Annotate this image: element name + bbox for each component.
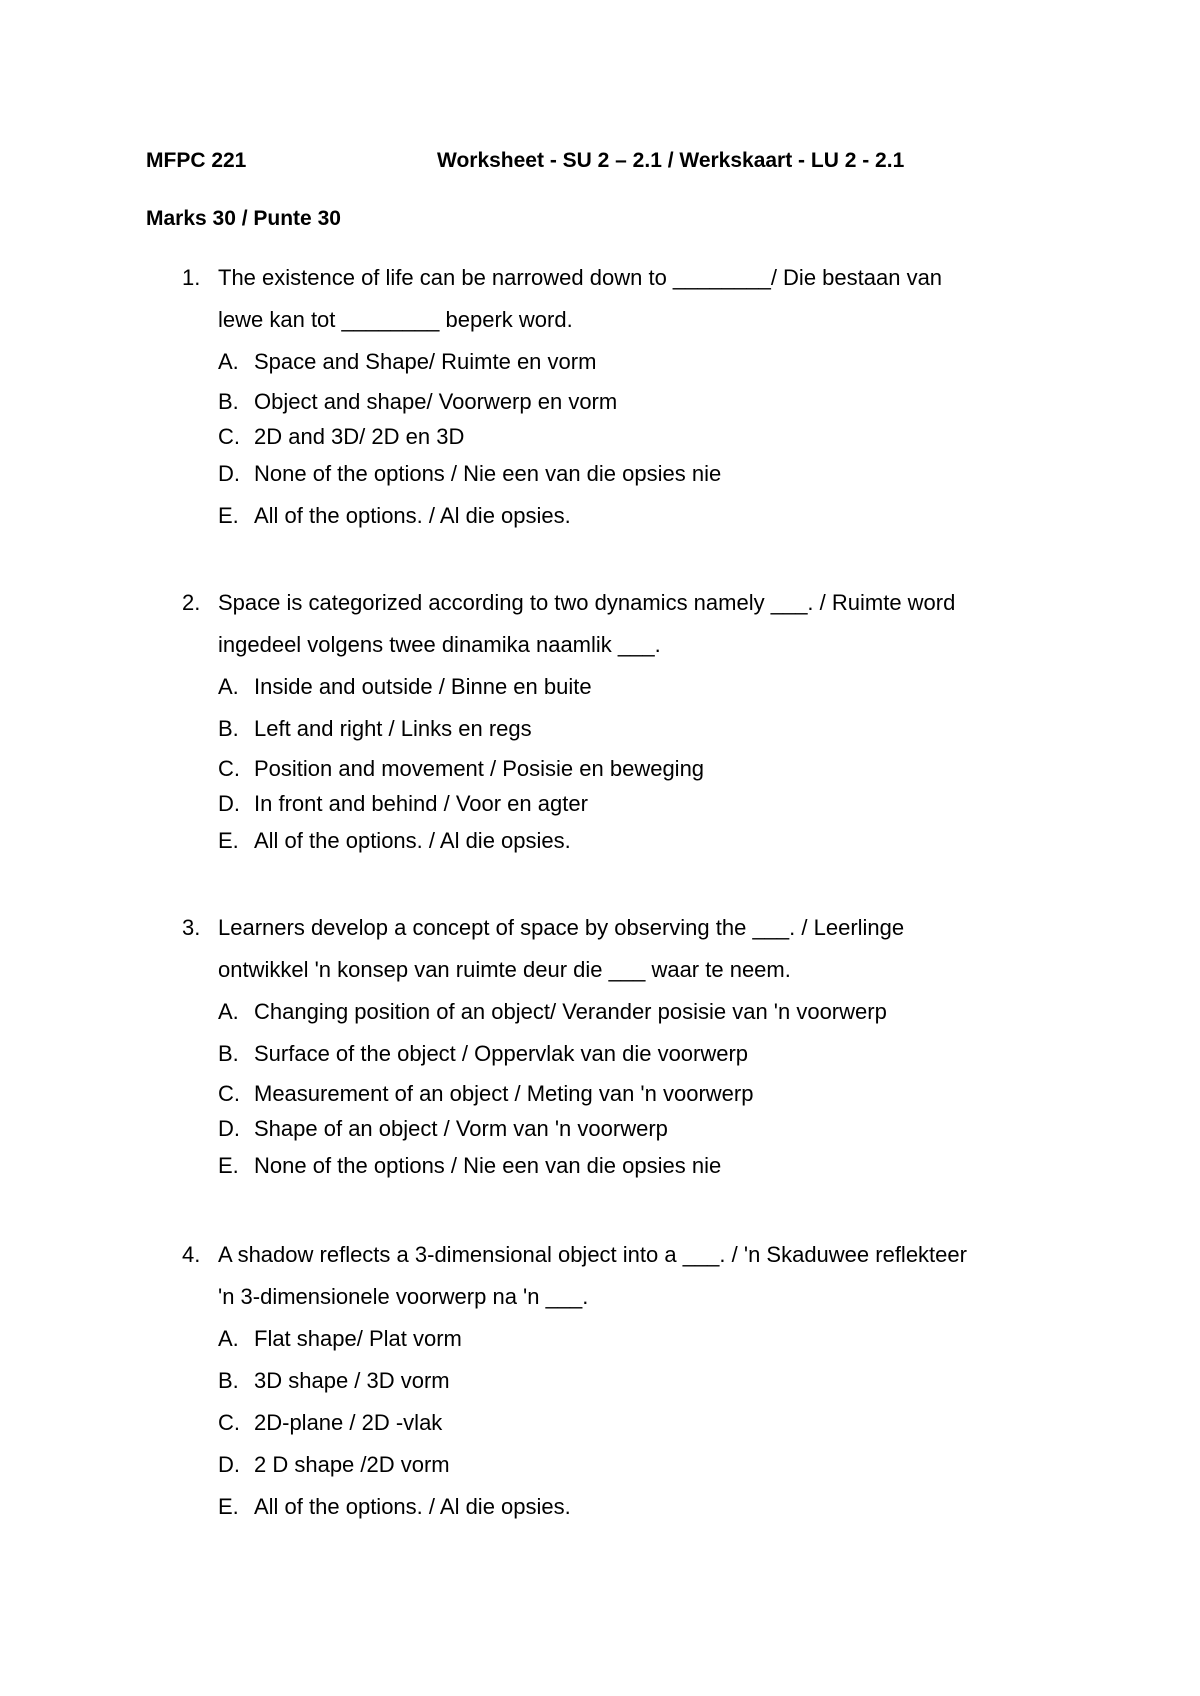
question-text-line-1: Learners develop a concept of space by observing the ___. / Leerlinge: [218, 915, 905, 940]
option-text: All of the options. / Al die opsies.: [254, 828, 571, 853]
option-text: 2D-plane / 2D -vlak: [254, 1410, 443, 1435]
option-text: Flat shape/ Plat vorm: [254, 1326, 462, 1351]
question-text-line-1: Space is categorized according to two dynamics namely ___. / Ruimte word: [218, 590, 956, 615]
option-e: [146, 495, 1086, 537]
option-b: [146, 708, 1086, 750]
option-e: [146, 1145, 1086, 1187]
option-text: All of the options. / Al die opsies.: [254, 1494, 571, 1519]
option-letter: A.: [218, 349, 239, 374]
option-c: [146, 750, 1086, 788]
question-number: 2.: [182, 590, 201, 615]
option-c: [146, 421, 1086, 453]
option-text: Changing position of an object/ Verander posisie van 'n voorwerp: [254, 999, 887, 1024]
option-letter: D.: [218, 461, 240, 486]
option-letter: D.: [218, 791, 240, 816]
option-letter: E.: [218, 1494, 239, 1519]
question-3: [146, 907, 1086, 1187]
question-stem: [146, 1234, 1086, 1318]
option-letter: C.: [218, 1081, 240, 1106]
option-e: [146, 820, 1086, 862]
option-c: [146, 1402, 1086, 1444]
option-text: 3D shape / 3D vorm: [254, 1368, 450, 1393]
marks-total: Marks 30 / Punte 30: [146, 207, 341, 230]
option-a: [146, 1318, 1086, 1360]
option-letter: C.: [218, 424, 240, 449]
question-text-line-2: 'n 3-dimensionele voorwerp na 'n ___.: [218, 1284, 589, 1309]
option-letter: B.: [218, 1368, 239, 1393]
option-text: Position and movement / Posisie en beweging: [254, 756, 705, 781]
option-text: 2 D shape /2D vorm: [254, 1452, 450, 1477]
option-d: [146, 453, 1086, 495]
option-c: [146, 1075, 1086, 1113]
question-number: 1.: [182, 265, 201, 290]
option-a: [146, 991, 1086, 1033]
option-letter: A.: [218, 1326, 239, 1351]
option-d: [146, 1444, 1086, 1486]
option-letter: E.: [218, 1153, 239, 1178]
option-text: Shape of an object / Vorm van 'n voorwerp: [254, 1116, 668, 1141]
option-letter: D.: [218, 1116, 240, 1141]
option-letter: C.: [218, 1410, 240, 1435]
question-text-line-1: A shadow reflects a 3-dimensional object into a ___. / 'n Skaduwee reflekteer: [218, 1242, 967, 1267]
option-a: [146, 341, 1086, 383]
question-1: [146, 257, 1086, 537]
option-text: All of the options. / Al die opsies.: [254, 503, 571, 528]
option-text: Space and Shape/ Ruimte en vorm: [254, 349, 597, 374]
option-d: [146, 788, 1086, 820]
option-b: [146, 1033, 1086, 1075]
question-stem: [146, 907, 1086, 991]
option-letter: E.: [218, 503, 239, 528]
question-text-line-1: The existence of life can be narrowed down to ________/ Die bestaan van: [218, 265, 943, 290]
worksheet-title: Worksheet - SU 2 – 2.1 / Werkskaart - LU 2 - 2.1: [437, 149, 905, 172]
option-text: None of the options / Nie een van die opsies nie: [254, 461, 722, 486]
option-e: [146, 1486, 1086, 1528]
question-4: [146, 1234, 1086, 1528]
option-b: [146, 383, 1086, 421]
document-header: [146, 146, 1106, 176]
option-letter: D.: [218, 1452, 240, 1477]
option-text: Object and shape/ Voorwerp en vorm: [254, 389, 618, 414]
option-a: [146, 666, 1086, 708]
question-number: 4.: [182, 1242, 201, 1267]
option-letter: A.: [218, 674, 239, 699]
question-text-line-2: ingedeel volgens twee dinamika naamlik ___.: [218, 632, 661, 657]
option-text: In front and behind / Voor en agter: [254, 791, 588, 816]
option-letter: E.: [218, 828, 239, 853]
option-letter: C.: [218, 756, 240, 781]
option-letter: B.: [218, 1041, 239, 1066]
option-d: [146, 1113, 1086, 1145]
option-text: None of the options / Nie een van die opsies nie: [254, 1153, 722, 1178]
question-stem: [146, 257, 1086, 341]
option-text: Inside and outside / Binne en buite: [254, 674, 592, 699]
question-stem: [146, 582, 1086, 666]
option-b: [146, 1360, 1086, 1402]
course-code: MFPC 221: [146, 149, 247, 172]
option-letter: B.: [218, 716, 239, 741]
question-2: [146, 582, 1086, 862]
question-number: 3.: [182, 915, 201, 940]
option-letter: A.: [218, 999, 239, 1024]
option-text: Surface of the object / Oppervlak van die voorwerp: [254, 1041, 749, 1066]
option-text: 2D and 3D/ 2D en 3D: [254, 424, 465, 449]
option-text: Measurement of an object / Meting van 'n voorwerp: [254, 1081, 754, 1106]
question-text-line-2: ontwikkel 'n konsep van ruimte deur die ___ waar te neem.: [218, 957, 791, 982]
option-letter: B.: [218, 389, 239, 414]
option-text: Left and right / Links en regs: [254, 716, 532, 741]
question-text-line-2: lewe kan tot ________ beperk word.: [218, 307, 573, 332]
